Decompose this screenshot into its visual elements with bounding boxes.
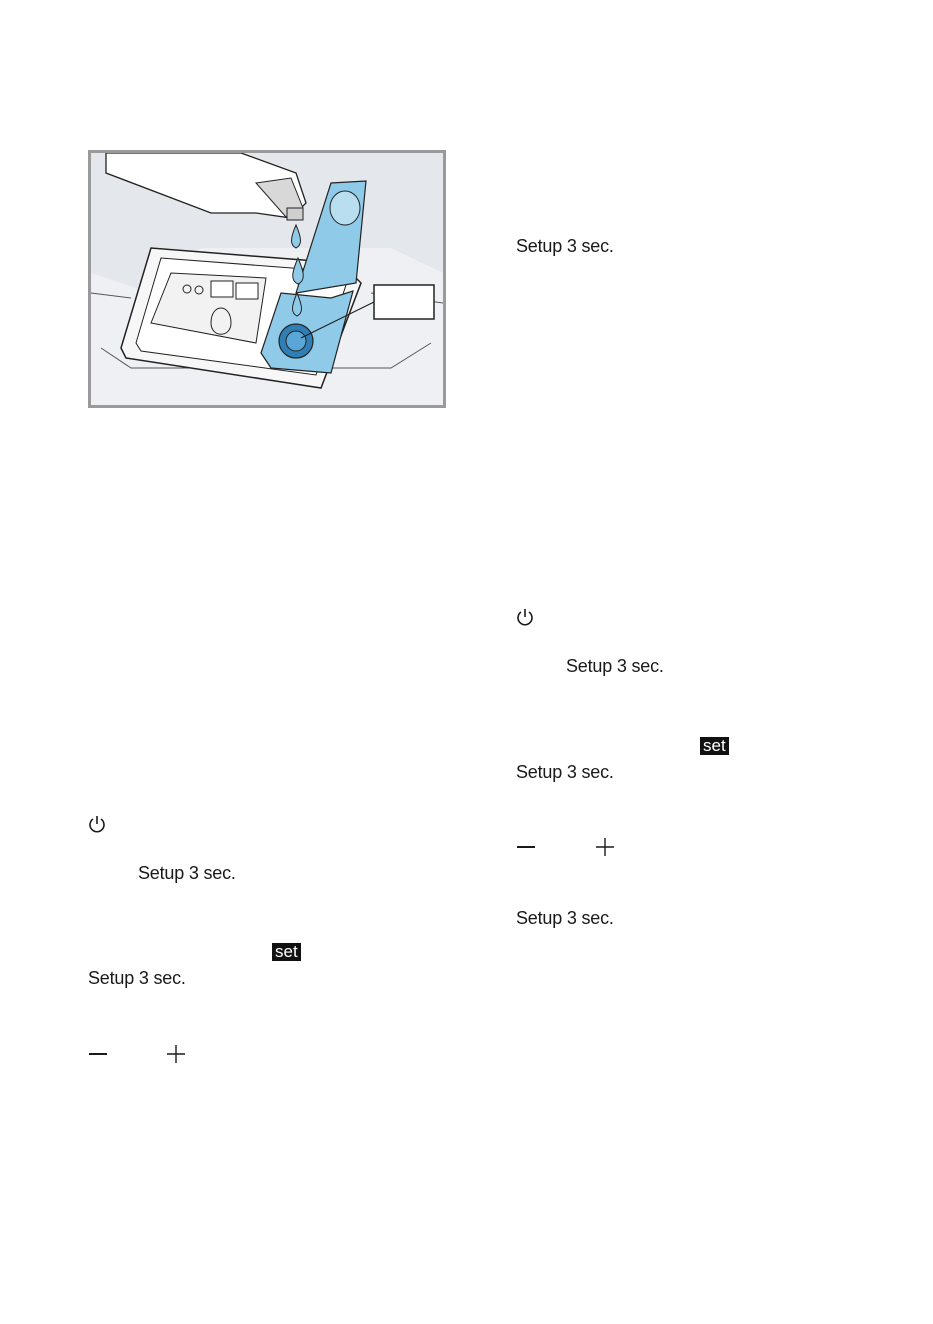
rinse-aid-illustration	[88, 150, 446, 408]
plus-icon[interactable]	[595, 837, 615, 857]
setup-hold-label: Setup 3 sec.	[516, 762, 614, 782]
set-badge: set	[272, 943, 301, 961]
set-badge: set	[700, 737, 729, 755]
minus-icon[interactable]	[88, 1044, 108, 1064]
plus-icon[interactable]	[166, 1044, 186, 1064]
power-icon[interactable]	[88, 815, 106, 835]
setup-hold-label: Setup 3 sec.	[516, 908, 614, 928]
power-icon[interactable]	[516, 608, 534, 628]
setup-hold-label: Setup 3 sec.	[138, 863, 236, 883]
setup-hold-label: Setup 3 sec.	[88, 968, 186, 988]
dispenser-drawing	[91, 153, 443, 405]
setup-hold-label: Setup 3 sec.	[516, 236, 614, 256]
setup-hold-label: Setup 3 sec.	[566, 656, 664, 676]
minus-icon[interactable]	[516, 837, 536, 857]
